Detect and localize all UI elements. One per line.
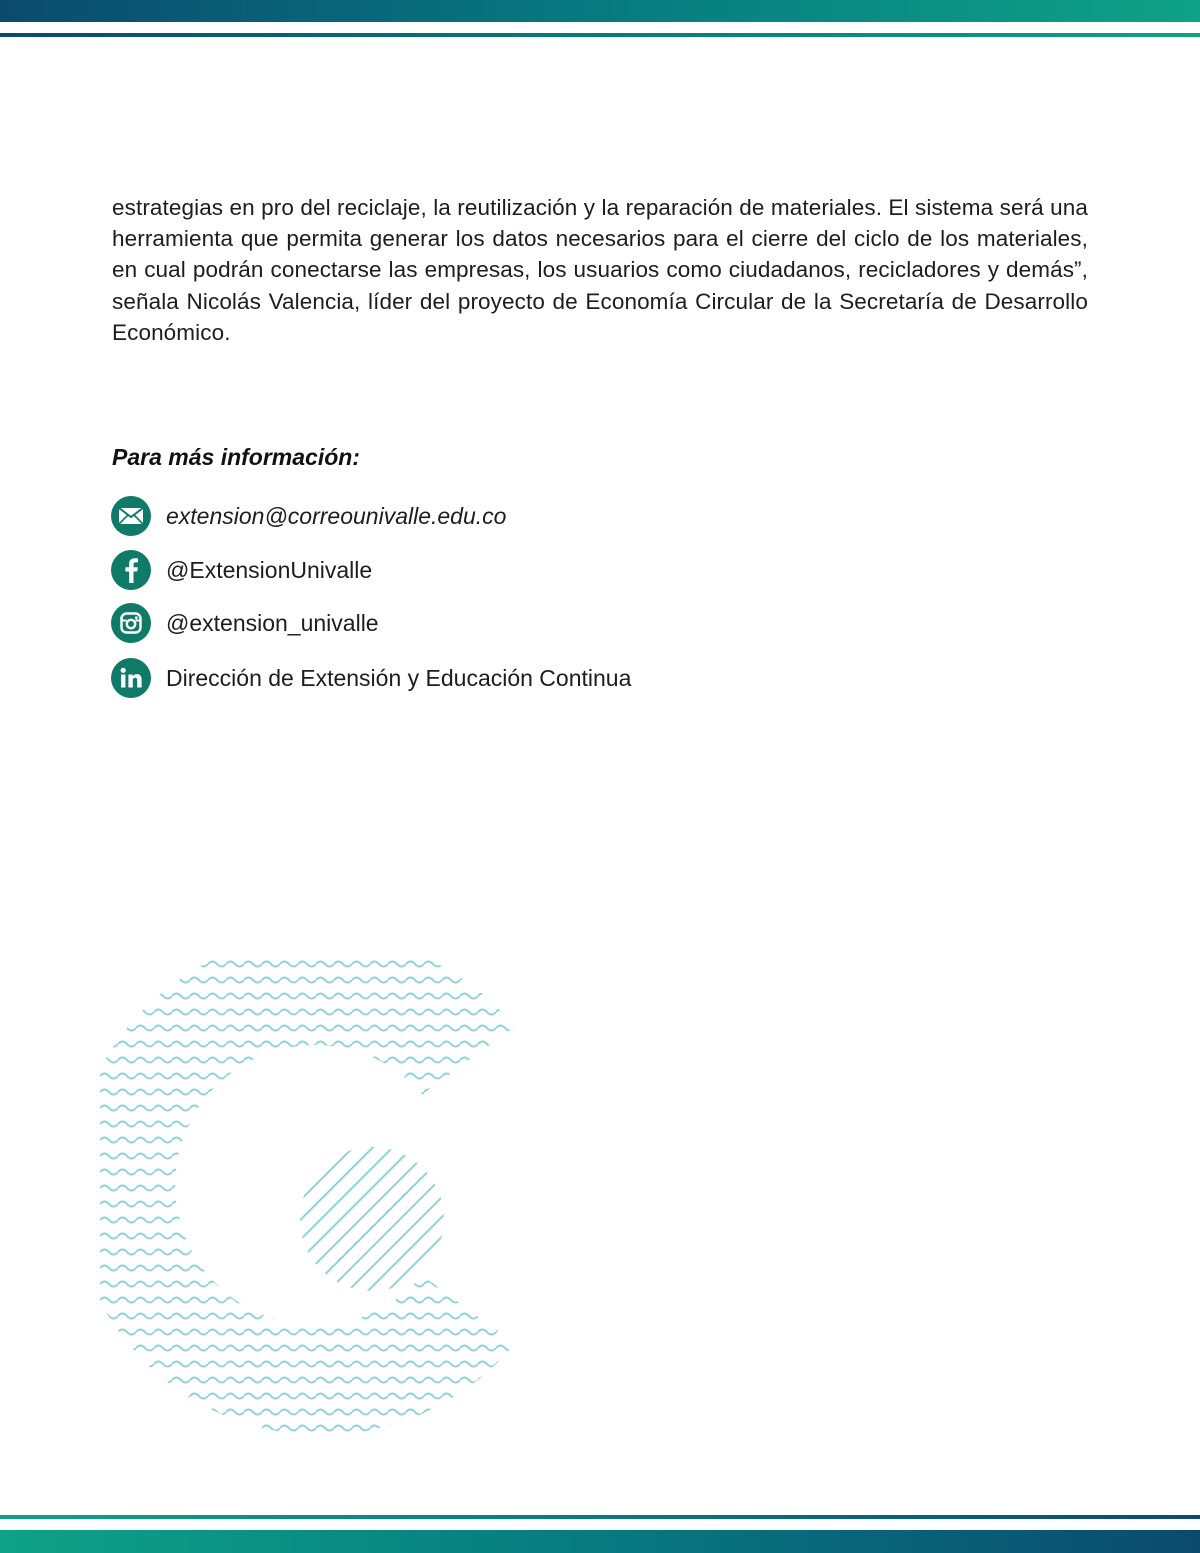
contact-linkedin-text[interactable]: Dirección de Extensión y Educación Continua [166,664,632,691]
bottom-gradient-line [0,1515,1200,1519]
contact-email[interactable] [111,496,506,536]
contact-linkedin[interactable] [111,658,631,698]
info-title: Para más información: [112,444,360,470]
top-gradient-band [0,0,1200,22]
contact-facebook[interactable] [111,550,372,590]
email-icon [111,496,151,536]
body-paragraph: estrategias en pro del reciclaje, la reutilización y la reparación de materiales. El sistema será una herramienta que permita generar los datos necesarios para el cierre del ciclo de los materiales, en cual podrán conectarse las empresas, los usuarios como ciudadanos, recicladores y demás”, señala Nicolás Valencia, líder del proyecto de Economía Circular de la Secretaría de Desarrollo Económico. [112,195,1088,345]
linkedin-icon [111,658,151,698]
facebook-icon [111,550,151,590]
top-gradient-line [0,33,1200,37]
contact-instagram-text[interactable]: @extension_univalle [166,609,379,636]
bottom-gradient-band [0,1530,1200,1553]
contact-instagram[interactable] [111,603,379,643]
instagram-icon [111,603,151,643]
contact-email-text[interactable]: extension@correounivalle.edu.co [166,502,507,529]
contact-facebook-text[interactable]: @ExtensionUnivalle [166,556,373,583]
circular-economy-logo-graphic [100,955,560,1485]
